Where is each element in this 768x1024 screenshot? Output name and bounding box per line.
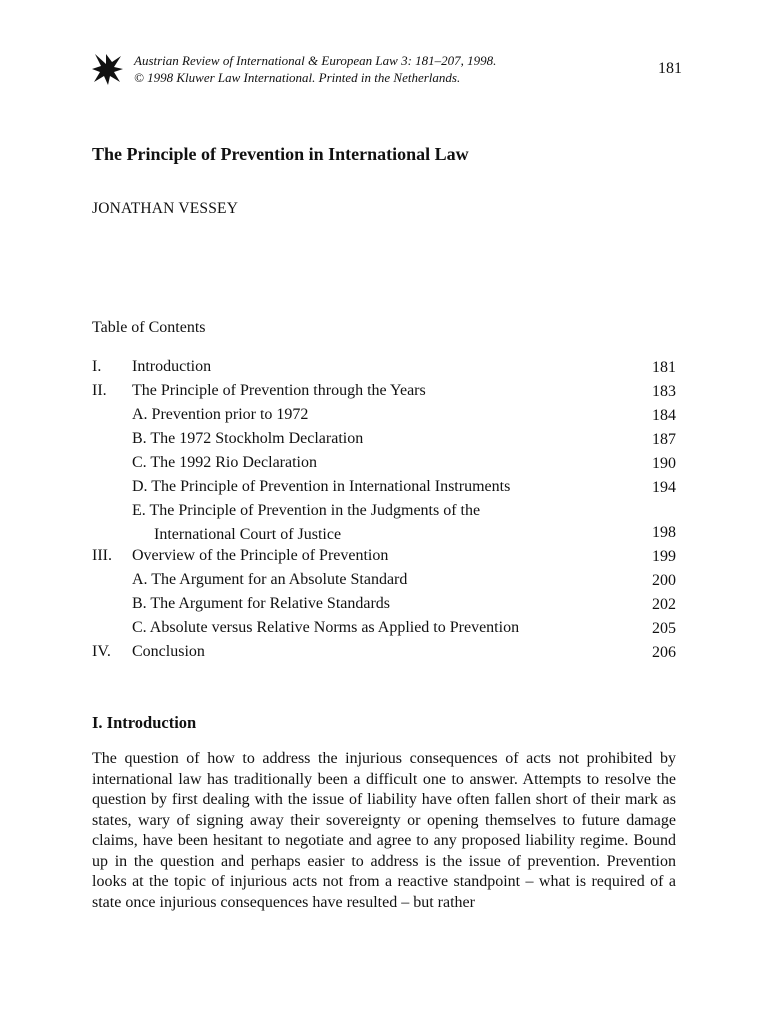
- kluwer-publisher-logo-icon: [92, 52, 124, 86]
- toc-entry-number: II.: [92, 382, 107, 399]
- toc-entry-page: 200: [652, 572, 676, 589]
- toc-entry: [92, 403, 676, 427]
- toc-entry-title: The Principle of Prevention through the Years: [132, 382, 426, 399]
- toc-entry-title: C. Absolute versus Relative Norms as Applied to Prevention: [132, 619, 520, 636]
- toc-entry-page: 206: [652, 644, 676, 661]
- article-author: JONATHAN VESSEY: [92, 200, 239, 217]
- toc-entry-title: Overview of the Principle of Prevention: [132, 547, 389, 564]
- body-paragraph: The question of how to address the injurious consequences of acts not prohibited by international law has traditionally been a difficult one to answer. Attempts to resolve the question by first dealing with the issue of liability have often fallen short of their mark as states, wary of signing away their sovereignty or opening themselves to future damage claims, have been hesitant to negotiate and agree to any proposed liability regime. Bound up in the question and perhaps easier to address is the issue of prevention. Prevention looks at the topic of injurious acts not from a reactive standpoint – what is required of a state once injurious consequences have resulted – but rather: [92, 750, 676, 911]
- toc-entry-page: 187: [652, 431, 676, 448]
- toc-entry-page: 202: [652, 596, 676, 613]
- toc-entry-page: 205: [652, 620, 676, 637]
- toc-entry: [92, 616, 676, 640]
- toc-entry: [92, 475, 676, 499]
- toc-entry: [92, 379, 676, 403]
- toc-entry: [92, 568, 676, 592]
- toc-entry-title: C. The 1992 Rio Declaration: [132, 454, 317, 471]
- toc-entry-page: 198: [652, 524, 676, 541]
- toc-entry: [92, 427, 676, 451]
- toc-entry-page: 194: [652, 479, 676, 496]
- toc-entry-title: E. The Principle of Prevention in the Judgments of the: [132, 502, 481, 519]
- toc-entry-title: A. Prevention prior to 1972: [132, 406, 309, 423]
- toc-heading: Table of Contents: [92, 319, 206, 336]
- journal-header: [92, 50, 682, 90]
- toc-entry-title: Conclusion: [132, 643, 205, 660]
- page-number: 181: [658, 60, 682, 77]
- table-of-contents: [92, 355, 676, 664]
- toc-entry-title: D. The Principle of Prevention in International Instruments: [132, 478, 511, 495]
- toc-entry-page: 184: [652, 407, 676, 424]
- journal-line-2: © 1998 Kluwer Law International. Printed in the Netherlands.: [134, 70, 461, 85]
- toc-entry-title: B. The 1972 Stockholm Declaration: [132, 430, 364, 447]
- toc-entry-number: I.: [92, 358, 102, 375]
- toc-entry-page: 183: [652, 383, 676, 400]
- toc-entry: [92, 592, 676, 616]
- toc-entry-number: IV.: [92, 643, 111, 660]
- toc-entry: [92, 640, 676, 664]
- toc-entry: [92, 499, 676, 544]
- toc-entry-title-continued: International Court of Justice: [154, 526, 342, 543]
- section-heading: I. Introduction: [92, 713, 197, 732]
- toc-entry-number: III.: [92, 547, 112, 564]
- toc-entry-page: 199: [652, 548, 676, 565]
- journal-line-1: Austrian Review of International & European Law 3: 181–207, 1998.: [134, 53, 497, 68]
- toc-entry-title-block: [132, 499, 616, 547]
- toc-entry-page: 190: [652, 455, 676, 472]
- toc-entry-page: 181: [652, 359, 676, 376]
- toc-entry-title: B. The Argument for Relative Standards: [132, 595, 391, 612]
- toc-entry-title: Introduction: [132, 358, 212, 375]
- article-title: The Principle of Prevention in International Law: [92, 144, 469, 164]
- toc-entry: [92, 355, 676, 379]
- toc-entry: [92, 544, 676, 568]
- toc-entry: [92, 451, 676, 475]
- journal-citation: [134, 52, 496, 86]
- toc-entry-title: A. The Argument for an Absolute Standard: [132, 571, 408, 588]
